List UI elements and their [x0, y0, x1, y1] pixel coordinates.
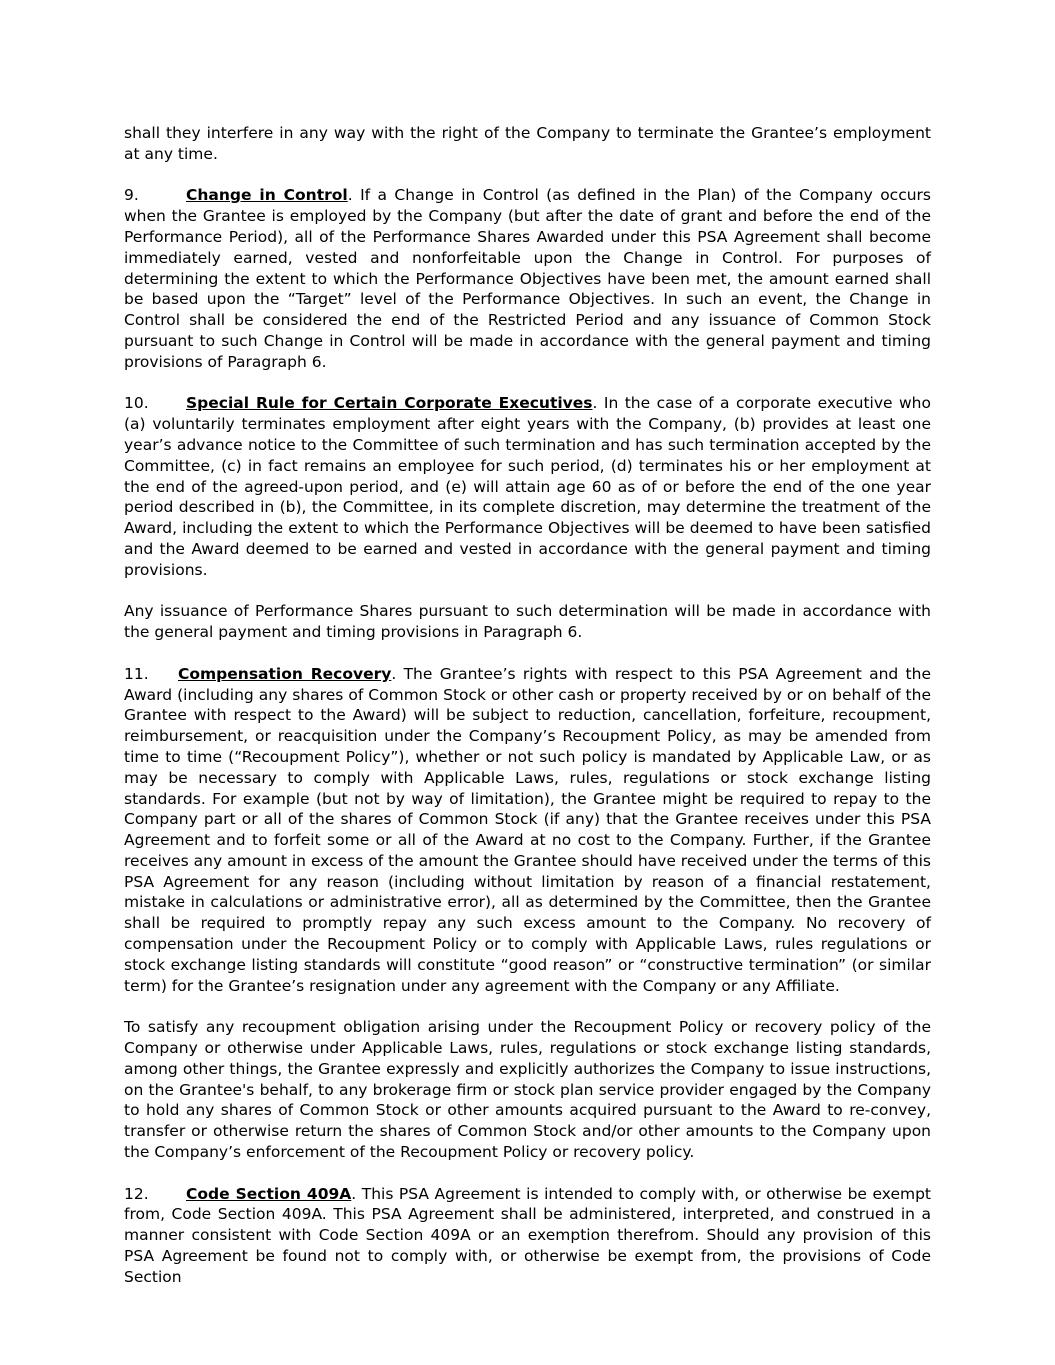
paragraph-text: shall they interfere in any way with the right of the Company to terminate the Grantee’s employment at any time. — [124, 124, 931, 163]
section-heading: Compensation Recovery — [178, 664, 392, 683]
paragraph-text: Any issuance of Performance Shares pursuant to such determination will be made in accordance with the general payment and timing provisions in Paragraph 6. — [124, 602, 931, 642]
section-text: . The Grantee’s rights with respect to this PSA Agreement and the Award (including any shares of Common Stock or other cash or property received by or on behalf of the Grantee with respect to the Award) will be subject to reduction, cancellation, forfeiture, recoupment, reimbursement, or reacquisition under the Company’s Recoupment Policy, as may be amended from time to time (“Recoupment Policy”), whether or not such policy is mandated by Applicable Law, or as may be necessary to comply with Applicable Laws, rules, regulations or stock exchange listing standards. For example (but not by way of limitation), the Grantee might be required to repay to the Company part or all of the shares of Common Stock (if any) that the Grantee receives under this PSA Agreement and to forfeit some or all of the Award at no cost to the Company. Further, if the Grantee receives any amount in excess of the amount the Grantee should have received under the terms of this PSA Agreement for any reason (including without limitation by reason of a financial restatement, mistake in calculations or administrative error), all as determined by the Committee, then the Grantee shall be required to promptly repay any such excess amount to the Company. No recovery of compensation under the Recoupment Policy or to comply with Applicable Laws, rules regulations or stock exchange listing standards will constitute “good reason” or “constructive termination” (or similar term) for the Grantee’s resignation under any agreement with the Company or any Affiliate. — [124, 664, 931, 995]
section-10-special-rule — [124, 393, 931, 580]
document-page — [124, 123, 931, 1308]
section-text: . In the case of a corporate executive who (a) voluntarily terminates employment after eight years with the Company, (b) provides at least one year’s advance notice to the Committee of such termination and has such termination accepted by the Committee, (c) in fact remains an employee for such period, (d) terminates his or her employment at the end of the agreed-upon period, and (e) will attain age 60 as of or before the end of the one year period described in (b), the Committee, in its complete discretion, may determine the treatment of the Award, including the extent to which the Performance Objectives will be deemed to have been satisfied and the Award deemed to be earned and vested in accordance with the general payment and timing provisions. — [124, 394, 931, 579]
section-text: . This PSA Agreement is intended to comply with, or otherwise be exempt from, Code Section 409A. This PSA Agreement shall be administered, interpreted, and construed in a manner consistent with Code Section 409A or an exemption therefrom. Should any provision of this PSA Agreement be found not to comply with, or otherwise be exempt from, the provisions of Code Section — [124, 1184, 931, 1286]
section-heading: Special Rule for Certain Corporate Executives — [186, 394, 593, 413]
section-heading: Code Section 409A — [186, 1184, 352, 1203]
section-number: 12. — [124, 1184, 149, 1203]
section-number: 11. — [124, 664, 149, 683]
section-number: 9. — [124, 186, 139, 205]
section-text: . If a Change in Control (as defined in the Plan) of the Company occurs when the Grantee is employed by the Company (but after the date of grant and before the end of the Performance Period), all of the Performance Shares Awarded under this PSA Agreement shall become immediately earned, vested and nonforfeitable upon the Change in Control. For purposes of determining the extent to which the Performance Objectives have been met, the amount earned shall be based upon the “Target” level of the Performance Objectives. In such an event, the Change in Control shall be considered the end of the Restricted Period and any issuance of Common Stock pursuant to such Change in Control will be made in accordance with the general payment and timing provisions of Paragraph 6. — [124, 186, 931, 371]
section-9-change-in-control — [124, 185, 931, 372]
paragraph-text: To satisfy any recoupment obligation arising under the Recoupment Policy or recovery policy of the Company or otherwise under Applicable Laws, rules, regulations or stock exchange listing standards, among other things, the Grantee expressly and explicitly authorizes the Company to issue instructions, on the Grantee's behalf, to any brokerage firm or stock plan service provider engaged by the Company to hold any shares of Common Stock or other amounts acquired pursuant to the Award to re-convey, transfer or otherwise return the shares of Common Stock and/or other amounts to the Company upon the Company’s enforcement of the Recoupment Policy or recovery policy. — [124, 1018, 931, 1162]
paragraph-recoupment-obligation — [124, 1017, 931, 1163]
paragraph-continuation — [124, 123, 931, 165]
section-12-code-section-409a — [124, 1184, 931, 1288]
section-heading: Change in Control — [186, 186, 348, 205]
section-11-compensation-recovery — [124, 664, 931, 997]
paragraph-issuance — [124, 601, 931, 643]
section-number: 10. — [124, 394, 149, 413]
